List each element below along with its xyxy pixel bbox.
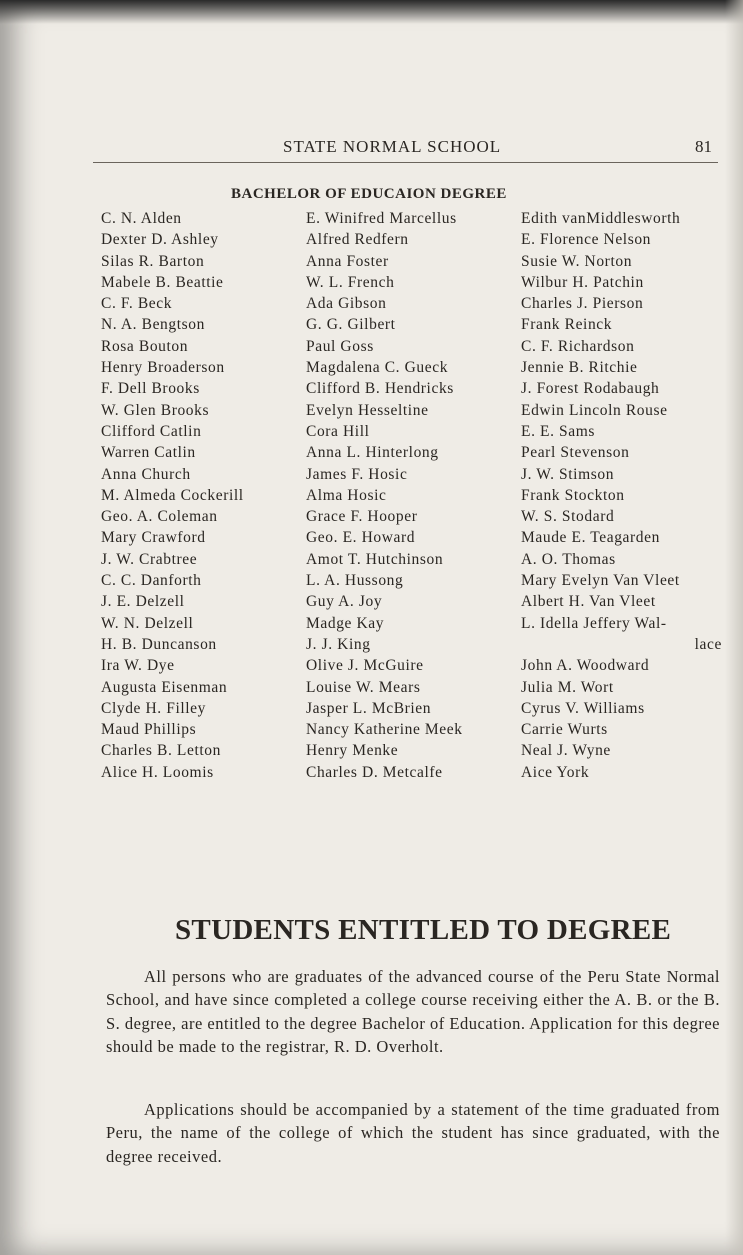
students-paragraph-1: All persons who are graduates of the advanced course of the Peru State Normal School, and have since completed a college course receiving either the A. B. or the B. S. degree, are entitled to the degree Bachelor of Education. Application for this degree should be made to the registrar, R. D. Overholt.	[106, 967, 720, 1057]
name-entry: Louise W. Mears	[306, 678, 421, 696]
name-entry: G. G. Gilbert	[306, 316, 396, 334]
name-entry: Ira W. Dye	[101, 657, 175, 675]
name-entry: W. L. French	[306, 273, 395, 291]
name-entry: J. E. Delzell	[101, 593, 185, 611]
name-entry: Henry Broaderson	[101, 359, 225, 377]
running-head	[93, 137, 718, 163]
name-entry: Jennie B. Ritchie	[521, 359, 638, 377]
name-entry: W. Glen Brooks	[101, 401, 210, 419]
name-entry: Charles D. Metcalfe	[306, 763, 443, 781]
name-entry: Geo. E. Howard	[306, 529, 416, 547]
name-entry: Olive J. McGuire	[306, 657, 424, 675]
name-entry: Mary Evelyn Van Vleet	[521, 572, 680, 590]
name-entry: Mabele B. Beattie	[101, 273, 224, 291]
name-entry: James F. Hosic	[306, 465, 408, 483]
name-entry: Anna Church	[101, 465, 191, 483]
name-entry: Maude E. Teagarden	[521, 529, 660, 547]
name-entry: John A. Woodward	[521, 657, 650, 675]
name-entry: C. F. Richardson	[521, 337, 635, 355]
name-entry: L. A. Hussong	[306, 572, 404, 590]
header-rule	[93, 162, 718, 163]
name-entry: W. N. Delzell	[101, 614, 194, 632]
name-entry: E. Florence Nelson	[521, 231, 652, 249]
name-entry: Nancy Katherine Meek	[306, 721, 463, 739]
name-entry: Aice York	[521, 763, 590, 781]
names-column-3	[521, 208, 722, 783]
name-entry: Pearl Stevenson	[521, 444, 630, 462]
name-entry: Clyde H. Filley	[101, 699, 207, 717]
name-entry: Jasper L. McBrien	[306, 699, 432, 717]
running-title: STATE NORMAL SCHOOL	[283, 137, 502, 156]
name-entry: Warren Catlin	[101, 444, 196, 462]
name-entry: Maud Phillips	[101, 721, 197, 739]
students-paragraph-2: Applications should be accompanied by a statement of the time graduated from Peru, the name of the college of which the student has since graduated, with the degree received.	[106, 1100, 720, 1166]
name-entry: Edith vanMiddlesworth	[521, 210, 681, 227]
name-entry: Alice H. Loomis	[101, 763, 214, 781]
page-number: 81	[695, 137, 712, 156]
name-entry: Geo. A. Coleman	[101, 508, 218, 526]
degree-section-heading: BACHELOR OF EDUCAION DEGREE	[231, 186, 507, 202]
name-entry: J. W. Stimson	[521, 465, 615, 483]
name-entry: Magdalena C. Gueck	[306, 359, 449, 377]
name-entry: Dexter D. Ashley	[101, 231, 219, 249]
students-section-heading: STUDENTS ENTITLED TO DEGREE	[175, 914, 672, 946]
name-entry: A. O. Thomas	[521, 550, 616, 568]
name-entry: Anna Foster	[306, 252, 389, 270]
name-entry: Cyrus V. Williams	[521, 699, 645, 717]
name-entry: Madge Kay	[306, 614, 385, 632]
name-entry: N. A. Bengtson	[101, 316, 205, 334]
name-entry: C. F. Beck	[101, 295, 173, 313]
name-entry: Clifford B. Hendricks	[306, 380, 454, 398]
name-entry: Susie W. Norton	[521, 252, 633, 270]
name-entry: Guy A. Joy	[306, 593, 383, 611]
name-entry: Clifford Catlin	[101, 422, 202, 440]
name-entry: C. N. Alden	[101, 210, 182, 227]
names-column-1	[101, 208, 244, 783]
name-entry: Rosa Bouton	[101, 337, 189, 355]
name-entry: Alma Hosic	[306, 486, 387, 504]
name-entry: E. Winifred Marcellus	[306, 210, 457, 227]
name-entry: M. Almeda Cockerill	[101, 486, 244, 504]
name-entry: Evelyn Hesseltine	[306, 401, 429, 419]
name-entry: Mary Crawford	[101, 529, 206, 547]
name-entry: Grace F. Hooper	[306, 508, 418, 526]
name-entry: Augusta Eisenman	[101, 678, 228, 696]
name-entry: Paul Goss	[306, 337, 374, 355]
name-entry: H. B. Duncanson	[101, 635, 217, 653]
name-entry: J. Forest Rodabaugh	[521, 380, 660, 398]
page-top-shadow	[0, 0, 743, 24]
name-entry: Amot T. Hutchinson	[306, 550, 444, 568]
name-entry: Ada Gibson	[306, 295, 387, 313]
name-entry: J. W. Crabtree	[101, 550, 198, 568]
name-entry: Charles B. Letton	[101, 742, 221, 760]
name-entry: Frank Reinck	[521, 316, 613, 334]
name-entry: Edwin Lincoln Rouse	[521, 401, 668, 419]
name-entry: lace	[694, 635, 722, 653]
name-entry: E. E. Sams	[521, 422, 596, 440]
name-entry: F. Dell Brooks	[101, 380, 200, 398]
name-entry: Neal J. Wyne	[521, 742, 611, 760]
name-entry: Frank Stockton	[521, 486, 625, 504]
name-entry: J. J. King	[306, 635, 371, 653]
page-edge-shading	[725, 0, 743, 1255]
name-entry: Carrie Wurts	[521, 721, 608, 739]
name-entry: Cora Hill	[306, 422, 370, 440]
names-column-2	[306, 208, 463, 783]
name-entry: Anna L. Hinterlong	[306, 444, 439, 462]
name-entry: Albert H. Van Vleet	[521, 593, 656, 611]
name-entry: Alfred Redfern	[306, 231, 409, 249]
name-entry: Julia M. Wort	[521, 678, 614, 696]
name-entry: C. C. Danforth	[101, 572, 202, 590]
name-entry: Charles J. Pierson	[521, 295, 644, 313]
name-entry: W. S. Stodard	[521, 508, 615, 526]
name-entry: Wilbur H. Patchin	[521, 273, 644, 291]
name-entry: Henry Menke	[306, 742, 399, 760]
name-entry: Silas R. Barton	[101, 252, 205, 270]
name-entry: L. Idella Jeffery Wal-	[521, 614, 667, 632]
